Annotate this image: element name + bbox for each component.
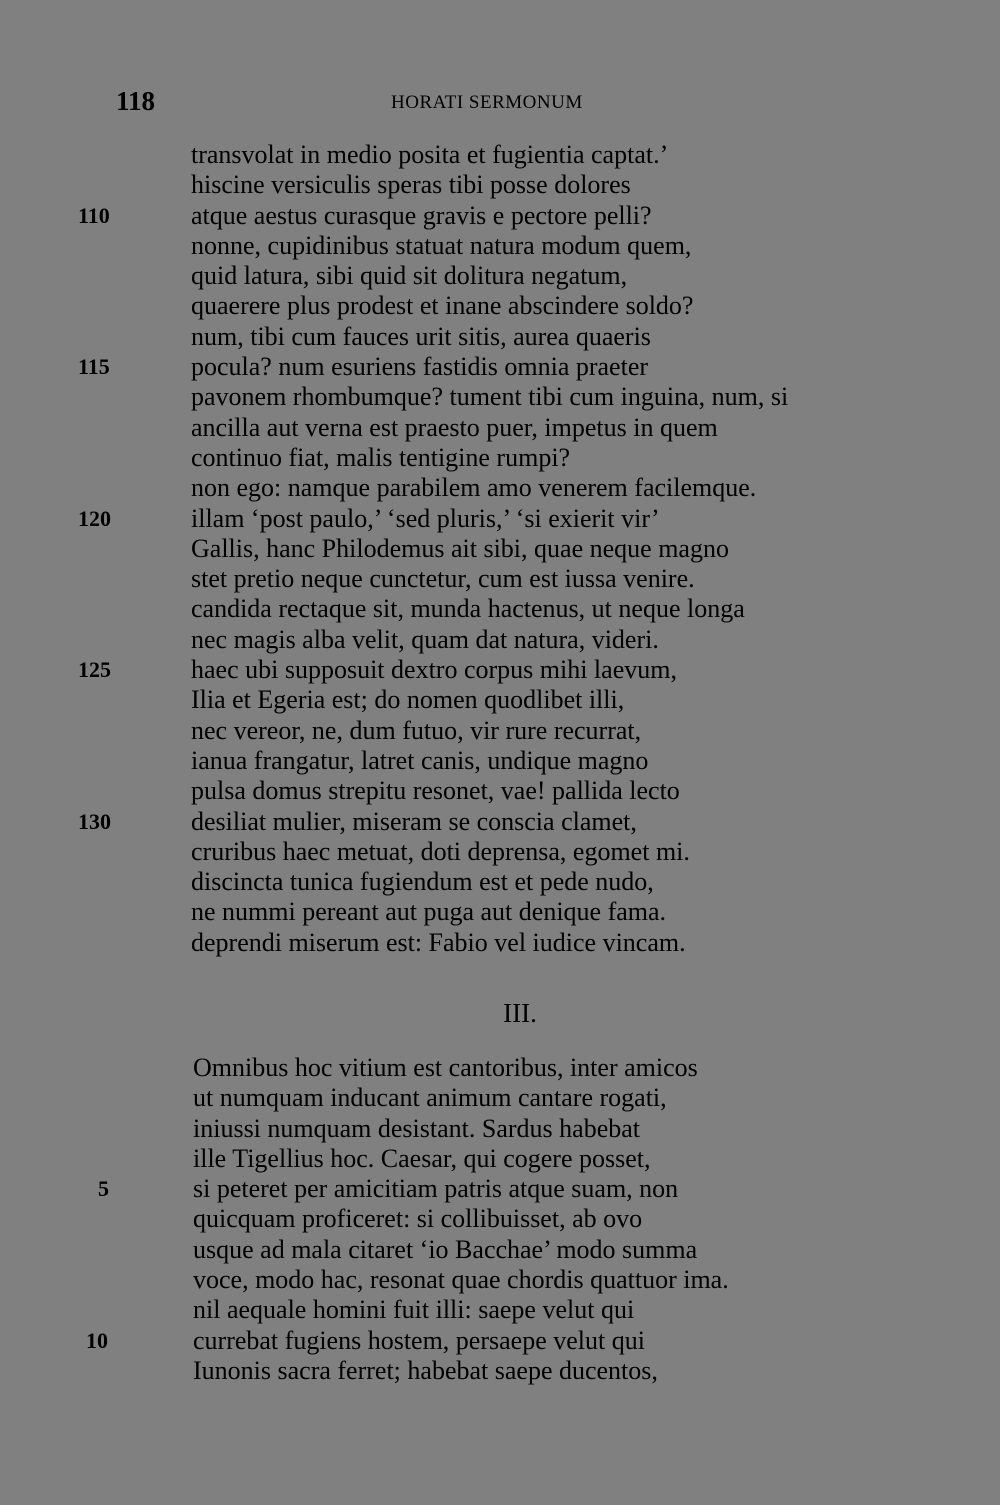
line-number: 125 [78, 657, 111, 683]
verse-text: continuo fiat, malis tentigine rumpi? [191, 442, 571, 472]
page-number: 118 [116, 86, 156, 116]
verse-text: candida rectaque sit, munda hactenus, ut neque longa [191, 594, 745, 624]
satire-two-verses [0, 140, 1000, 958]
verse-text: Ilia et Egeria est; do nomen quodlibet illi, [191, 685, 625, 715]
book-title: HORATI SERMONUM [391, 92, 583, 113]
verse-line [0, 170, 1000, 200]
verse-line [0, 473, 1000, 503]
verse-text: quaerere plus prodest et inane abscindere soldo? [191, 291, 694, 321]
verse-line [0, 928, 1000, 958]
verse-text: ille Tigellius hoc. Caesar, qui cogere posset, [193, 1143, 651, 1173]
verse-text: desiliat mulier, miseram se conscia clamet, [191, 806, 637, 836]
verse-line [0, 807, 1000, 837]
verse-line [0, 1174, 1000, 1204]
verse-text: num, tibi cum fauces urit sitis, aurea quaeris [191, 321, 651, 351]
line-number: 120 [78, 505, 111, 531]
verse-line [0, 1114, 1000, 1144]
verse-line [0, 867, 1000, 897]
verse-line [0, 231, 1000, 261]
verse-line [0, 322, 1000, 352]
verse-text: si peteret per amicitiam patris atque suam, non [193, 1174, 679, 1204]
verse-line [0, 1083, 1000, 1113]
verse-line [0, 140, 1000, 170]
verse-text: haec ubi supposuit dextro corpus mihi laevum, [191, 655, 677, 685]
verse-line [0, 413, 1000, 443]
verse-text: voce, modo hac, resonat quae chordis quattuor ima. [193, 1265, 729, 1295]
verse-line [0, 746, 1000, 776]
verse-text: non ego: namque parabilem amo venerem facilemque. [191, 473, 757, 503]
section-heading: III. [503, 998, 537, 1028]
verse-line [0, 1295, 1000, 1325]
verse-line [0, 685, 1000, 715]
verse-line [0, 625, 1000, 655]
verse-text: nec vereor, ne, dum futuo, vir rure recurrat, [191, 715, 642, 745]
verse-line [0, 291, 1000, 321]
line-number: 5 [98, 1176, 109, 1202]
verse-line [0, 1265, 1000, 1295]
verse-text: quicquam proficeret: si collibuisset, ab ovo [193, 1204, 643, 1234]
verse-text: ne nummi pereant aut puga aut denique fama. [191, 897, 667, 927]
verse-text: illam ‘post paulo,’ ‘sed pluris,’ ‘si exierit vir’ [191, 503, 660, 533]
verse-text: iniussi numquam desistant. Sardus habebat [193, 1113, 641, 1143]
verse-text: atque aestus curasque gravis e pectore pelli? [191, 200, 652, 230]
verse-line [0, 564, 1000, 594]
verse-text: Iunonis sacra ferret; habebat saepe ducentos, [193, 1355, 658, 1385]
verse-text: quid latura, sibi quid sit dolitura negatum, [191, 261, 628, 291]
verse-text: discincta tunica fugiendum est et pede nudo, [191, 867, 654, 897]
verse-text: ancilla aut verna est praesto puer, impetus in quem [191, 412, 718, 442]
verse-line [0, 201, 1000, 231]
verse-line [0, 716, 1000, 746]
verse-text: stet pretio neque cunctetur, cum est iussa venire. [191, 564, 695, 594]
verse-text: deprendi miserum est: Fabio vel iudice vincam. [191, 927, 686, 957]
verse-line [0, 776, 1000, 806]
verse-text: pavonem rhombumque? tument tibi cum inguina, num, si [191, 382, 789, 412]
verse-text: currebat fugiens hostem, persaepe velut qui [193, 1325, 645, 1355]
verse-line [0, 1144, 1000, 1174]
verse-line [0, 504, 1000, 534]
line-number: 130 [78, 808, 111, 834]
line-number: 10 [86, 1327, 108, 1353]
verse-line [0, 1053, 1000, 1083]
verse-line [0, 352, 1000, 382]
verse-text: pulsa domus strepitu resonet, vae! pallida lecto [191, 776, 680, 806]
verse-text: pocula? num esuriens fastidis omnia praeter [191, 352, 649, 382]
verse-line [0, 1204, 1000, 1234]
verse-line [0, 837, 1000, 867]
line-number: 115 [78, 354, 110, 380]
verse-line [0, 1356, 1000, 1386]
verse-line [0, 382, 1000, 412]
verse-text: Gallis, hanc Philodemus ait sibi, quae neque magno [191, 533, 729, 563]
verse-text: transvolat in medio posita et fugientia captat.’ [191, 140, 669, 169]
verse-text: nec magis alba velit, quam dat natura, videri. [191, 624, 659, 654]
verse-text: nonne, cupidinibus statuat natura modum quem, [191, 230, 692, 260]
verse-line [0, 594, 1000, 624]
verse-text: hiscine versiculis speras tibi posse dolores [191, 170, 631, 200]
satire-three-verses [0, 1053, 1000, 1386]
verse-text: usque ad mala citaret ‘io Bacchae’ modo summa [193, 1234, 698, 1264]
verse-line [0, 655, 1000, 685]
verse-text: cruribus haec metuat, doti deprensa, egomet mi. [191, 836, 690, 866]
verse-line [0, 534, 1000, 564]
verse-line [0, 1326, 1000, 1356]
verse-line [0, 1235, 1000, 1265]
verse-text: ut numquam inducant animum cantare rogati, [193, 1083, 667, 1113]
verse-line [0, 897, 1000, 927]
verse-text: ianua frangatur, latret canis, undique magno [191, 745, 649, 775]
verse-line [0, 261, 1000, 291]
line-number: 110 [78, 202, 110, 228]
verse-line [0, 443, 1000, 473]
verse-text: Omnibus hoc vitium est cantoribus, inter amicos [193, 1053, 698, 1082]
running-head [0, 86, 1000, 120]
verse-text: nil aequale homini fuit illi: saepe velut qui [193, 1295, 635, 1325]
